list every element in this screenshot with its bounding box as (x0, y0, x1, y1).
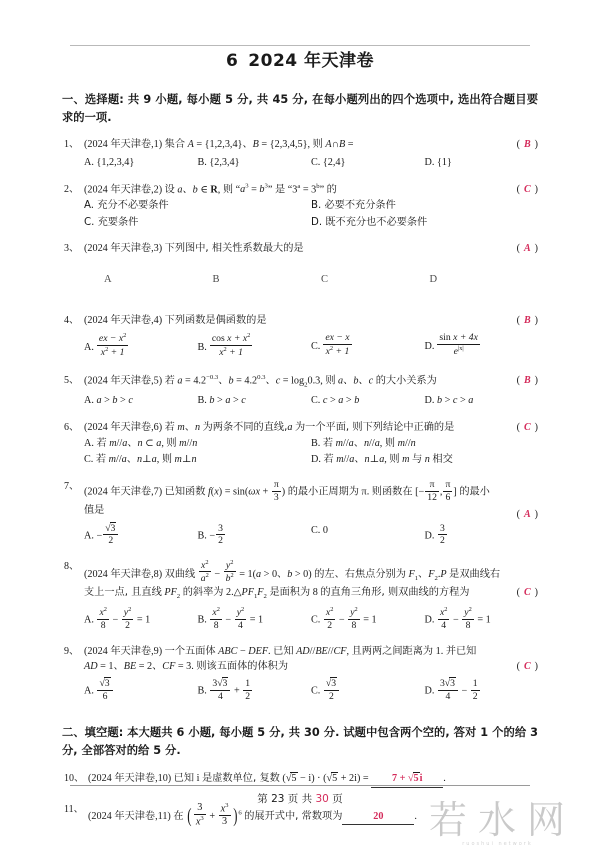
answer-marker: ( C ) (516, 660, 538, 672)
option-c[interactable]: C. 0 (311, 524, 328, 536)
question-stem: (2024 年天津卷,6) 若 m、n 为两条不同的直线,a 为一个平面, 则下列结论中正确的是 ( C ) (84, 421, 538, 433)
answer-marker: ( C ) (516, 421, 538, 433)
options-row (84, 678, 538, 702)
option-d[interactable]: D. $\frac{x^2}{4}$ − $\frac{y^2}{8}$ = 1 (424, 606, 491, 632)
answer-letter: B (523, 139, 531, 150)
answer-letter: C (523, 421, 531, 433)
option-b[interactable]: B. {2,3,4} (197, 157, 240, 169)
options-row-2 (84, 452, 538, 467)
option-a[interactable]: A. a > b > c (84, 395, 133, 407)
option-a[interactable]: A. − $\frac{√3}{2}$ (84, 523, 198, 547)
question-stem: (2024 年天津卷,4) 下列函数是偶函数的是 ( B ) (84, 314, 538, 326)
answer-marker: ( C ) (516, 587, 538, 599)
question-source: (2024 年天津卷,6) (84, 421, 163, 433)
option-c[interactable]: C. 若 m//a、n⊥a, 则 m⊥n (84, 454, 197, 466)
answer-letter: A (523, 242, 531, 254)
answer-letter: C (523, 183, 531, 195)
answer-blank-10[interactable]: 7 + √5i (371, 771, 443, 787)
option-d[interactable]: D. $\frac{3}{2}$ (424, 522, 445, 547)
answer-letter: A (523, 509, 531, 521)
option-b[interactable]: B. 必要不充分条件 (311, 200, 396, 212)
answer-marker: ( A ) (516, 509, 538, 521)
figure-options-row (84, 272, 538, 288)
options-row-1 (84, 436, 538, 451)
figure-option-c[interactable]: C (321, 274, 329, 286)
watermark-subtext: ruoshui network (462, 841, 533, 847)
question-9 (62, 644, 538, 703)
stem-trailing: . (443, 773, 446, 785)
question-number: 1、 (64, 139, 79, 150)
question-source: (2024 年天津卷,1) (84, 139, 163, 150)
option-d[interactable]: D. {1} (424, 157, 452, 169)
options-row (84, 332, 538, 358)
question-stem: (2024 年天津卷,2) 设 a、b ∈ R, 则 “$a^3 = b^3$” 是 “3$^a$ = 3$^b$” 的 ( C ) (84, 182, 538, 195)
question-source: (2024 年天津卷,11) (88, 810, 171, 822)
question-number: 6、 (64, 421, 79, 433)
question-1 (62, 137, 538, 171)
question-stem: (2024 年天津卷,5) 若 $a = 4.2^{-0.3}$、$b = 4.2^{0.3}$、$c = \log_20.3$, 则 a、b、c 的大小关系为 ( B ) (84, 373, 538, 389)
option-d[interactable]: D. 既不充分也不必要条件 (311, 216, 428, 228)
page-title (62, 0, 538, 71)
option-b[interactable]: B. $\frac{\cos x + x^2}{x^2 + 1}$ (197, 332, 251, 359)
figure-option-b[interactable]: B (212, 274, 220, 286)
options-row (84, 155, 538, 170)
header-rule (70, 45, 530, 46)
figure-option-a[interactable]: A (104, 274, 112, 286)
footer-rule (70, 785, 530, 786)
question-7 (62, 479, 538, 546)
question-source: (2024 年天津卷,10) (88, 773, 172, 785)
page-footer (0, 791, 600, 806)
option-c[interactable]: C. c > a > b (311, 395, 360, 407)
option-d[interactable]: D. $\frac{\text{sin x + 4x}}{e^{|x|}}$ (424, 332, 478, 357)
answer-marker: ( B ) (516, 139, 538, 150)
question-8 (62, 559, 538, 632)
option-b[interactable]: B. $\frac{3√3}{4}$ + $\frac{1}{2}$ (197, 678, 251, 702)
question-number: 9、 (64, 645, 79, 657)
question-number: 10、 (64, 773, 84, 785)
question-stem: (2024 年天津卷,9) 一个五面体 ABC − DEF. 已知 AD//BE//CF, 且两两之间距离为 1. 并已知 (84, 645, 477, 657)
option-c[interactable]: C. $\frac{x^2}{2}$ − $\frac{y^2}{8}$ = 1 (311, 606, 377, 632)
option-a[interactable]: A. 若 m//a、n ⊂ a, 则 m//n (84, 437, 198, 449)
question-source: (2024 年天津卷,4) (84, 314, 163, 326)
option-c[interactable]: C. 充要条件 (84, 216, 139, 228)
question-5 (62, 373, 538, 409)
footer-of-label: 共 (301, 793, 313, 805)
question-source: (2024 年天津卷,3) (84, 242, 163, 254)
question-number: 2、 (64, 183, 79, 195)
question-source: (2024 年天津卷,9) (84, 645, 163, 657)
section-heading-fill: 二、填空题: 本大题共 6 小题, 每小题 5 分, 共 30 分. 试题中包含两个空的, 答对 1 个的给 3 分, 全部答对的给 5 分. (62, 726, 538, 757)
watermark-text: 若水网 (428, 798, 576, 842)
answer-marker: ( C ) (516, 183, 538, 195)
question-source: (2024 年天津卷,8) (84, 568, 163, 580)
question-number: 11、 (64, 803, 84, 815)
answer-letter: B (523, 374, 531, 386)
question-source: (2024 年天津卷,2) (84, 183, 163, 195)
footer-total-pages: 30 (315, 793, 329, 805)
options-row (84, 523, 538, 547)
stem-trailing: . (414, 810, 417, 822)
question-3 (62, 241, 538, 302)
option-c[interactable]: C. $\frac{√3}{2}$ (311, 678, 425, 702)
question-stem: (2024 年天津卷,11) 在 ( $\frac{3}{x^3}$ + $\frac{x^3}{3}$ )$^6$ 的展开式中, 常数项为 20 . (88, 801, 417, 828)
question-6 (62, 420, 538, 468)
option-b[interactable]: B. b > a > c (197, 395, 246, 407)
answer-marker: ( A ) (516, 242, 538, 254)
footer-current-page: 第 23 页 (257, 793, 299, 805)
answer-letter: B (523, 314, 531, 326)
section-heading-choice: 一、选择题: 共 9 小题, 每小题 5 分, 共 45 分, 在每小题列出的四个选项中, 选出符合题目要求的一项. (62, 93, 538, 124)
question-stem: (2024 年天津卷,10) 已知 i 是虚数单位, 复数 (√5 − i) · (√5 + 2i) = 7 + √5i . (88, 771, 538, 787)
options-row-2 (84, 215, 538, 230)
option-d[interactable]: D. b > c > a (424, 395, 474, 407)
question-stem: (2024 年天津卷,8) 双曲线 $\frac{x^2}{a^2}$ − $\frac{y^2}{b^2}$ = 1(a > 0、b > 0) 的左、右焦点分别为 $F_1$、$F_2.P$ 是双曲线右 (84, 558, 501, 585)
option-b[interactable]: B. 若 m//a、n//a, 则 m//n (311, 437, 416, 449)
option-d[interactable]: D. 若 m//a、n⊥a, 则 m 与 n 相交 (311, 454, 453, 466)
option-a[interactable]: A. $\frac{x^2}{8}$ − $\frac{y^2}{2}$ = 1 (84, 606, 151, 632)
question-stem-cont: 值是 ( A ) (84, 505, 538, 521)
question-stem: (2024 年天津卷,1) 集合 A = {1,2,3,4}、B = {2,3,4,5}, 则 A∩B = ( B ) (84, 139, 538, 150)
options-row-1 (84, 198, 538, 213)
option-a[interactable]: A. {1,2,3,4} (84, 157, 135, 169)
answer-marker: ( B ) (516, 314, 538, 326)
question-number: 4、 (64, 314, 79, 326)
option-d[interactable]: D. $\frac{3√3}{4}$ − $\frac{1}{2}$ (424, 678, 478, 702)
question-2 (62, 182, 538, 230)
answer-blank-11[interactable]: 20 (342, 809, 414, 825)
option-b[interactable]: B. − $\frac{3}{2}$ (197, 522, 223, 547)
option-c[interactable]: C. {2,4} (311, 157, 346, 169)
footer-page-unit: 页 (332, 793, 343, 805)
option-b[interactable]: B. $\frac{x^2}{8}$ − $\frac{y^2}{4}$ = 1 (197, 606, 264, 632)
options-row (84, 606, 538, 631)
question-stem: (2024 年天津卷,3) 下列图中, 相关性系数最大的是 ( A ) (84, 242, 538, 254)
option-a[interactable]: A. 充分不必要条件 (84, 200, 169, 212)
question-stem-cont: 支上一点, 且直线 $PF_2$ 的斜率为 $2.\triangle PF_1F_2$ 是面积为 8 的直角三角形, 则双曲线的方程为 ( C ) (84, 587, 538, 601)
option-a[interactable]: A. $\frac{ex - x^2}{x^2 + 1}$ (84, 332, 127, 359)
question-number: 8、 (64, 560, 79, 572)
question-number: 7、 (64, 481, 79, 493)
answer-letter: C (523, 587, 531, 599)
question-source: (2024 年天津卷,7) (84, 486, 163, 498)
question-number: 5、 (64, 374, 79, 386)
answer-letter: C (523, 660, 531, 672)
question-stem: (2024 年天津卷,7) 已知函数 f(x) = sin(ωx + $\frac{\pi}{3}$ ) 的最小正周期为 π. 则函数在 [− $\frac{\pi}{12}$ , $\frac{\pi}{6}$ ] 的最小 (84, 479, 490, 503)
options-row (84, 393, 538, 408)
answer-marker: ( B ) (516, 374, 538, 386)
option-a[interactable]: A. $\frac{√3}{6}$ (84, 678, 198, 702)
question-source: (2024 年天津卷,5) (84, 375, 163, 387)
question-number: 3、 (64, 242, 79, 254)
page-title-number: 6 (225, 51, 239, 71)
question-4 (62, 313, 538, 359)
figure-option-d[interactable]: D (429, 274, 438, 286)
question-stem-cont: AD = 1、BE = 2、CF = 3. 则该五面体的体积为 ( C ) (84, 660, 538, 672)
page-title-text: 2024 年天津卷 (248, 51, 375, 71)
option-c[interactable]: C. $\frac{ex - x}{x^2 + 1}$ (311, 332, 350, 357)
